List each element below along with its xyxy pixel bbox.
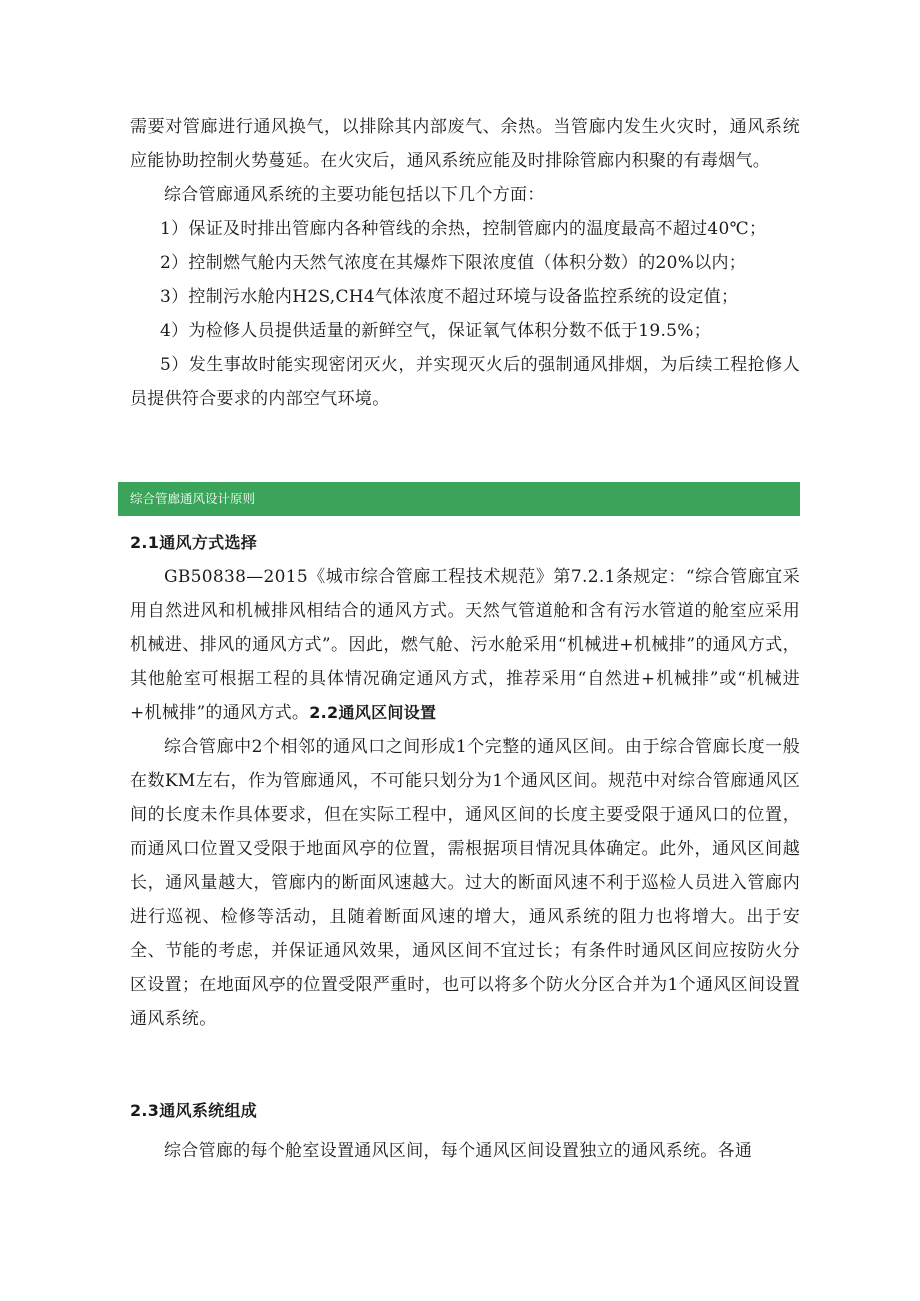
section-banner: 综合管廊通风设计原则	[118, 482, 800, 516]
continuation-paragraph: 需要对管廊进行通风换气，以排除其内部废气、余热。当管廊内发生火灾时，通风系统应能协助控制火势蔓延。在火灾后，通风系统应能及时排除管廊内积聚的有毒烟气。	[130, 117, 800, 171]
section-2-3	[130, 1094, 800, 1168]
paragraph-2-1-text: GB50838—2015《城市综合管廊工程技术规范》第7.2.1条规定：“综合管廊宜采用自然进风和机械排风相结合的通风方式。天然气管道舱和含有污水管道的舱室应采用机械进、排风的通风方式”。因此，燃气舱、污水舱采用“机械进+机械排”的通风方式，其他舱室可根据工程的具体情况确定通风方式，推荐采用“自然进+机械排”或“机械进+机械排”的通风方式。	[130, 567, 800, 723]
functions-intro: 综合管廊通风系统的主要功能包括以下几个方面：	[164, 185, 545, 205]
paragraph-2-1	[130, 560, 800, 730]
heading-2-2: 2.2通风区间设置	[309, 703, 437, 722]
heading-2-1: 2.1通风方式选择	[130, 533, 258, 552]
function-item-5: 5）发生事故时能实现密闭灭火，并实现灭火后的强制通风排烟，为后续工程抢修人员提供符合要求的内部空气环境。	[130, 355, 800, 409]
function-item-3: 3）控制污水舱内H2S,CH4气体浓度不超过环境与设备监控系统的设定值；	[160, 287, 739, 307]
function-item-4: 4）为检修人员提供适量的新鲜空气，保证氧气体积分数不低于19.5%；	[160, 321, 712, 341]
section-ventilation-functions	[130, 110, 800, 416]
function-item-2: 2）控制燃气舱内天然气浓度在其爆炸下限浓度值（体积分数）的20%以内；	[160, 253, 747, 273]
section-2-1	[130, 526, 800, 1036]
paragraph-2-2: 综合管廊中2个相邻的通风口之间形成1个完整的通风区间。由于综合管廊长度一般在数KM左右，作为管廊通风，不可能只划分为1个通风区间。规范中对综合管廊通风区间的长度未作具体要求，但在实际工程中，通风区间的长度主要受限于通风口的位置，而通风口位置又受限于地面风亭的位置，需根据项目情况具体确定。此外，通风区间越长，通风量越大，管廊内的断面风速越大。过大的断面风速不利于巡检人员进入管廊内进行巡视、检修等活动，且随着断面风速的增大，通风系统的阻力也将增大。出于安全、节能的考虑，并保证通风效果，通风区间不宜过长；有条件时通风区间应按防火分区设置；在地面风亭的位置受限严重时，也可以将多个防火分区合并为1个通风区间设置通风系统。	[130, 737, 800, 1029]
function-item-1: 1）保证及时排出管廊内各种管线的余热，控制管廊内的温度最高不超过40℃；	[160, 219, 767, 239]
paragraph-2-3: 综合管廊的每个舱室设置通风区间，每个通风区间设置独立的通风系统。各通	[164, 1141, 753, 1161]
heading-2-3: 2.3通风系统组成	[130, 1101, 258, 1120]
